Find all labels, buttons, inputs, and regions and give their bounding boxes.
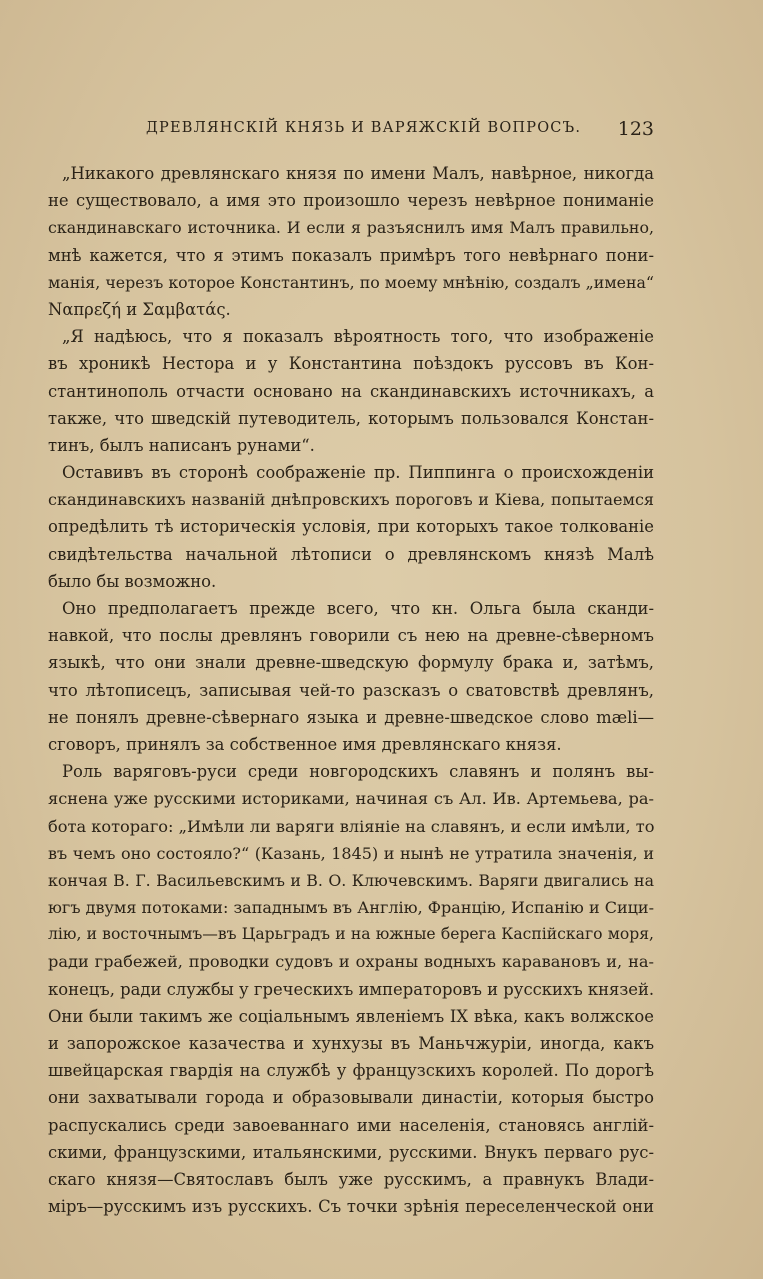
text-line: ради грабежей, проводки судовъ и охраны водныхъ каравановъ и, на- xyxy=(48,952,654,972)
text-line: свидѣтельства начальной лѣтописи о древлянскомъ князѣ Малѣ xyxy=(48,544,654,564)
text-line: яснена уже русскими историками, начиная съ Ал. Ив. Артемьева, ра- xyxy=(48,789,654,809)
text-line: также, что шведскій путеводитель, которымъ пользовался Констан- xyxy=(48,408,654,428)
text-line: не существовало, а имя это произошло черезъ невѣрное пониманіе xyxy=(48,191,654,211)
text-line: въ чемъ оно состояло?“ (Казань, 1845) и нынѣ не утратила значенія, и xyxy=(48,843,654,863)
text-line: лію, и восточнымъ—въ Царьградъ и на южные берега Каспійскаго моря, xyxy=(48,925,654,944)
text-line: скими, французскими, итальянскими, русскими. Внукъ перваго рус- xyxy=(48,1142,654,1162)
text-line: тинъ, былъ написанъ рунами“. xyxy=(48,435,315,455)
text-line: бота котораго: „Имѣли ли варяги вліяніе на славянъ, и если имѣли, то xyxy=(48,816,654,836)
text-line: скандинавскаго источника. И если я разъяснилъ имя Малъ правильно, xyxy=(48,218,654,238)
text-line: Ναπρεζή и Σαμβατάς. xyxy=(48,299,231,319)
text-line: конецъ, ради службы у греческихъ императоровъ и русскихъ князей. xyxy=(48,979,654,999)
text-line: языкѣ, что они знали древне-шведскую формулу брака и, затѣмъ, xyxy=(48,653,654,673)
running-head: ДРЕВЛЯНСКІЙ КНЯЗЬ И ВАРЯЖСКІЙ ВОПРОСЪ. xyxy=(146,120,582,136)
text-line: Роль варяговъ-руси среди новгородскихъ славянъ и полянъ вы- xyxy=(62,762,654,782)
text-line: Они были такимъ же соціальнымъ явленіемъ IX вѣка, какъ волжское xyxy=(48,1006,654,1026)
text-line: распускались среди завоеваннаго ими населенія, становясь англій- xyxy=(48,1115,654,1135)
text-line: и запорожское казачества и хунхузы въ Маньчжуріи, иногда, какъ xyxy=(48,1034,654,1053)
text-line: швейцарская гвардія на службѣ у французскихъ королей. По дорогѣ xyxy=(48,1061,654,1081)
text-line: „Никакого древлянскаго князя по имени Малъ, навѣрное, никогда xyxy=(62,164,654,183)
body-text xyxy=(48,160,654,1220)
text-line: опредѣлить тѣ историческія условія, при которыхъ такое толкованіе xyxy=(48,517,654,537)
page-header xyxy=(48,118,654,142)
text-line: манія, черезъ которое Константинъ, по моему мнѣнію, создалъ „имена“ xyxy=(48,272,654,292)
text-line: навкой, что послы древлянъ говорили съ нею на древне-сѣверномъ xyxy=(48,626,654,646)
text-line: скандинавскихъ названій днѣпровскихъ пороговъ и Кіева, попытаемся xyxy=(48,490,654,510)
text-line: югъ двумя потоками: западнымъ въ Англію, Францію, Испанію и Сици- xyxy=(48,898,654,918)
text-line: было бы возможно. xyxy=(48,571,217,591)
text-line: „Я надѣюсь, что я показалъ вѣроятность того, что изображеніе xyxy=(62,327,654,347)
text-line: сговоръ, принялъ за собственное имя древлянскаго князя. xyxy=(48,734,562,754)
text-line: Оставивъ въ сторонѣ соображеніе пр. Пиппинга о происхожденіи xyxy=(62,463,654,483)
text-line: они захватывали города и образовывали династіи, которыя быстро xyxy=(48,1088,654,1108)
page-number: 123 xyxy=(617,118,654,140)
text-line: что лѣтописецъ, записывая чей-то разсказъ о сватовствѣ древлянъ, xyxy=(48,680,654,700)
text-line: Оно предполагаетъ прежде всего, что кн. Ольга была сканди- xyxy=(62,599,654,618)
text-line: кончая В. Г. Васильевскимъ и В. О. Ключевскимъ. Варяги двигались на xyxy=(48,870,654,890)
text-line: міръ—русскимъ изъ русскихъ. Съ точки зрѣнія переселенческой они xyxy=(48,1197,654,1217)
text-line: мнѣ кажется, что я этимъ показалъ примѣръ того невѣрнаго пони- xyxy=(48,245,654,265)
text-line: стантинополь отчасти основано на скандинавскихъ источникахъ, а xyxy=(48,381,654,401)
text-line: скаго князя—Святославъ былъ уже русскимъ, а правнукъ Влади- xyxy=(48,1169,654,1189)
text-line: въ хроникѣ Нестора и у Константина поѣздокъ руссовъ въ Кон- xyxy=(48,354,654,374)
text-line: не понялъ древне-сѣвернаго языка и древне-шведское слово mæli— xyxy=(48,707,654,727)
